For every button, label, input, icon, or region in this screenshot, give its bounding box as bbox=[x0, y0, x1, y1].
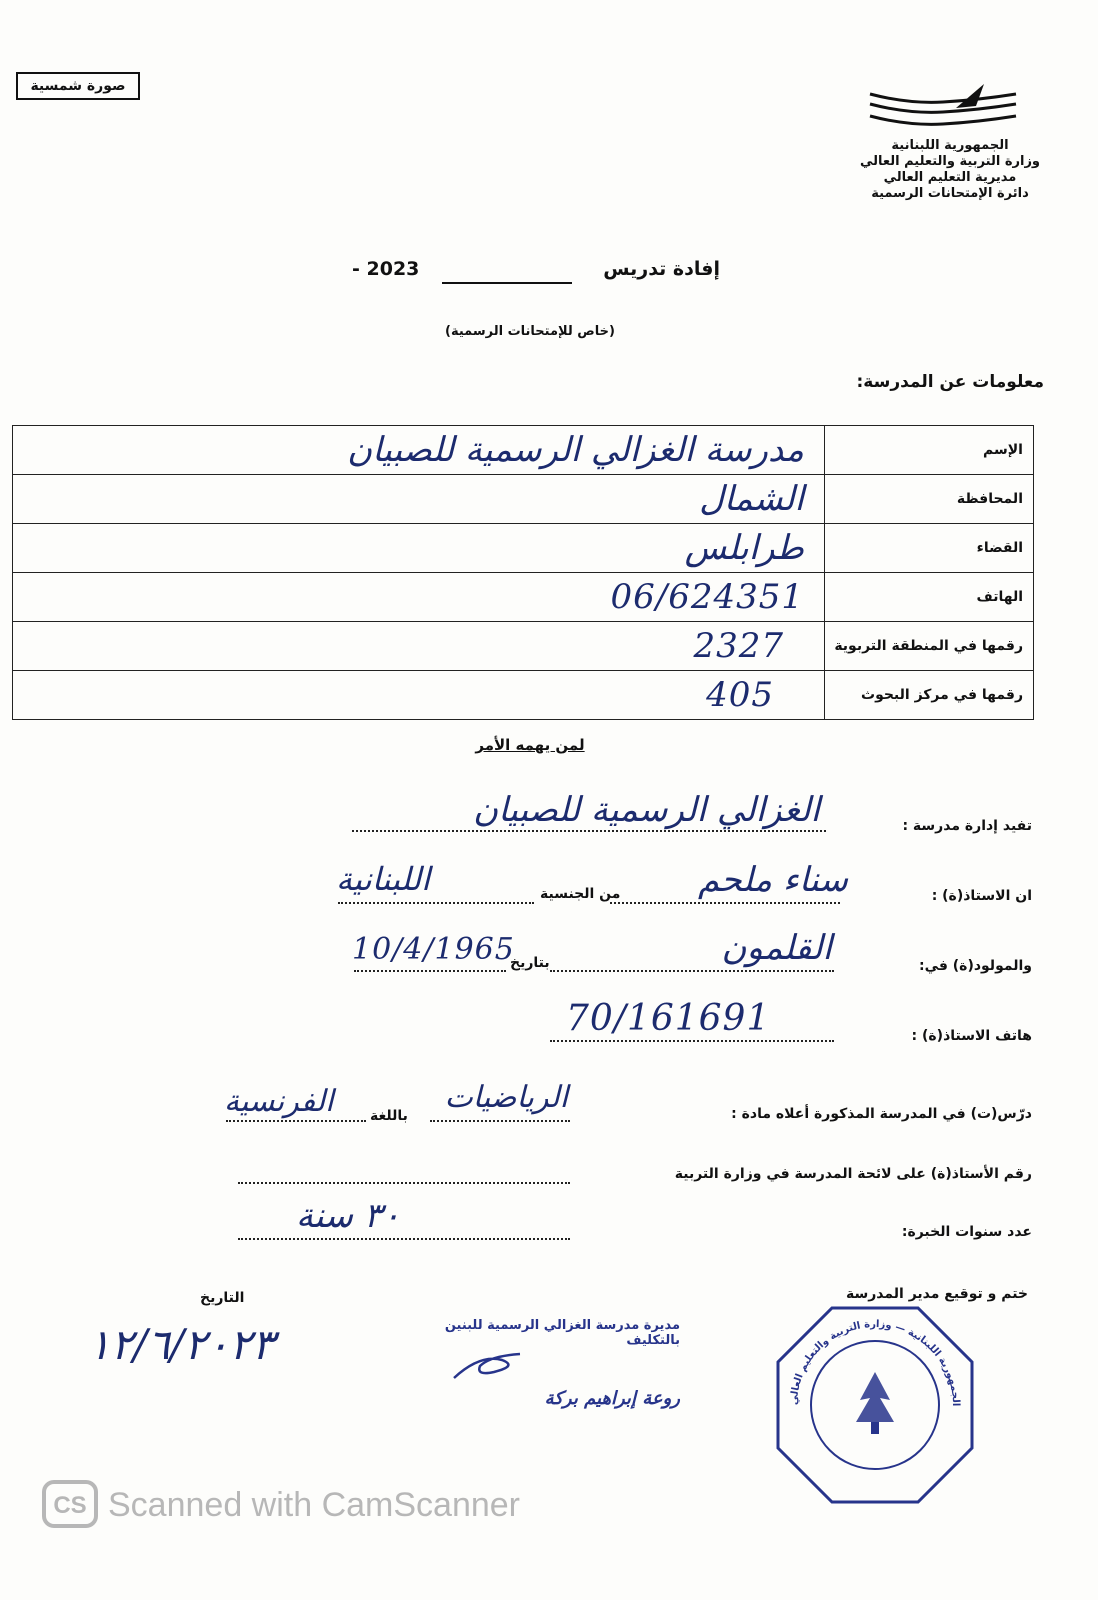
district-label: القضاء bbox=[825, 524, 1034, 573]
table-row bbox=[13, 622, 1034, 671]
director-signature-block bbox=[430, 1318, 680, 1409]
edu-zone-number-value: 2327 bbox=[693, 626, 784, 666]
nationality-dotted-line bbox=[338, 902, 534, 904]
table-row bbox=[13, 426, 1034, 475]
title-text: إفادة تدريس bbox=[603, 258, 720, 280]
school-name-label: الإسم bbox=[825, 426, 1034, 475]
language-value: الفرنسية bbox=[224, 1084, 334, 1119]
ministry-logo-icon bbox=[868, 82, 1018, 138]
experience-label: عدد سنوات الخبرة: bbox=[901, 1224, 1032, 1240]
ministry-line: دائرة الإمتحانات الرسمية bbox=[871, 186, 1029, 201]
table-row bbox=[13, 573, 1034, 622]
teacher-name-dotted-line bbox=[610, 902, 840, 904]
nationality-label: من الجنسية bbox=[540, 886, 621, 902]
school-info-heading: معلومات عن المدرسة: bbox=[856, 372, 1044, 392]
birth-date-value: 10/4/1965 bbox=[352, 932, 515, 967]
registration-number-label: رقم الأستاذ(ة) على لائحة المدرسة في وزارة التربية bbox=[674, 1166, 1032, 1182]
school-name-value: مدرسة الغزالي الرسمية للصبيان bbox=[347, 430, 804, 470]
camscanner-logo-text: CS bbox=[53, 1492, 87, 1519]
teacher-phone-value: 70/161691 bbox=[566, 998, 771, 1039]
experience-value: ٣٠ سنة bbox=[296, 1196, 401, 1236]
director-name: روعة إبراهيم بركة bbox=[544, 1388, 680, 1409]
birth-place-label: والمولود(ة) في: bbox=[918, 958, 1032, 974]
school-admin-value: الغزالي الرسمية للصبيان bbox=[473, 790, 820, 830]
subject-dotted-line bbox=[430, 1120, 570, 1122]
language-label: باللغة bbox=[370, 1108, 408, 1124]
assignment-note: بالتكليف bbox=[626, 1333, 680, 1348]
school-phone-value: 06/624351 bbox=[610, 577, 804, 617]
date-label: التاريخ bbox=[200, 1290, 245, 1306]
subject-value: الرياضيات bbox=[444, 1080, 568, 1115]
document-subtitle: (خاص للإمتحانات الرسمية) bbox=[445, 324, 615, 339]
language-dotted-line bbox=[226, 1120, 366, 1122]
table-row bbox=[13, 671, 1034, 720]
title-blank-line bbox=[442, 282, 572, 284]
scanner-watermark: Scanned with CamScanner bbox=[108, 1486, 521, 1524]
director-title: مديرة مدرسة الغزالي الرسمية للبنين bbox=[444, 1318, 680, 1333]
table-row bbox=[13, 524, 1034, 573]
school-info-table bbox=[12, 425, 1034, 720]
signature-scribble-icon bbox=[450, 1348, 540, 1382]
governorate-value: الشمال bbox=[699, 479, 804, 519]
birth-date-label: بتاريخ bbox=[510, 955, 550, 971]
document-title bbox=[300, 258, 720, 288]
ministry-line: مديرية التعليم العالي bbox=[883, 170, 1017, 185]
nationality-value: اللبنانية bbox=[336, 860, 431, 898]
research-center-number-label: رقمها في مركز البحوث bbox=[825, 671, 1034, 720]
concern-heading: لمن يهمه الأمر bbox=[475, 736, 585, 754]
school-admin-dotted-line bbox=[352, 830, 826, 832]
photo-placeholder-label: صورة شمسية bbox=[16, 72, 140, 100]
table-row bbox=[13, 475, 1034, 524]
teacher-name-value: سناء ملحم bbox=[698, 860, 848, 900]
teacher-phone-dotted-line bbox=[550, 1040, 834, 1042]
governorate-label: المحافظة bbox=[825, 475, 1034, 524]
ministry-header bbox=[850, 138, 1050, 202]
birth-place-value: القلمون bbox=[721, 928, 832, 968]
research-center-number-value: 405 bbox=[706, 675, 774, 715]
subject-label: درّس(ت) في المدرسة المذكورة أعلاه مادة : bbox=[731, 1106, 1032, 1122]
seal-text: الجمهورية اللبنانية — وزارة التربية والتعليم العالي bbox=[788, 1318, 962, 1407]
birth-date-dotted-line bbox=[354, 970, 506, 972]
camscanner-logo-icon bbox=[42, 1480, 98, 1528]
date-value: ١٢/٦/٢٠٢٣ bbox=[88, 1320, 275, 1369]
registration-number-dotted-line bbox=[238, 1182, 570, 1184]
teacher-label: ان الاستاذ(ة) : bbox=[931, 888, 1032, 904]
ministry-line: الجمهورية اللبنانية bbox=[891, 138, 1009, 153]
ministry-line: وزارة التربية والتعليم العالي bbox=[859, 154, 1041, 169]
edu-zone-number-label: رقمها في المنطقة التربوية bbox=[825, 622, 1034, 671]
school-phone-label: الهاتف bbox=[825, 573, 1034, 622]
teacher-phone-label: هاتف الاستاذ(ة) : bbox=[911, 1028, 1032, 1044]
school-admin-label: تفيد إدارة مدرسة : bbox=[902, 818, 1032, 834]
district-value: طرابلس bbox=[684, 528, 804, 568]
official-seal-icon bbox=[770, 1300, 980, 1510]
birth-place-dotted-line bbox=[550, 970, 834, 972]
experience-dotted-line bbox=[238, 1238, 570, 1240]
stamp-signature-label: ختم و توقيع مدير المدرسة bbox=[845, 1286, 1028, 1302]
title-year: - 2023 bbox=[352, 258, 420, 280]
